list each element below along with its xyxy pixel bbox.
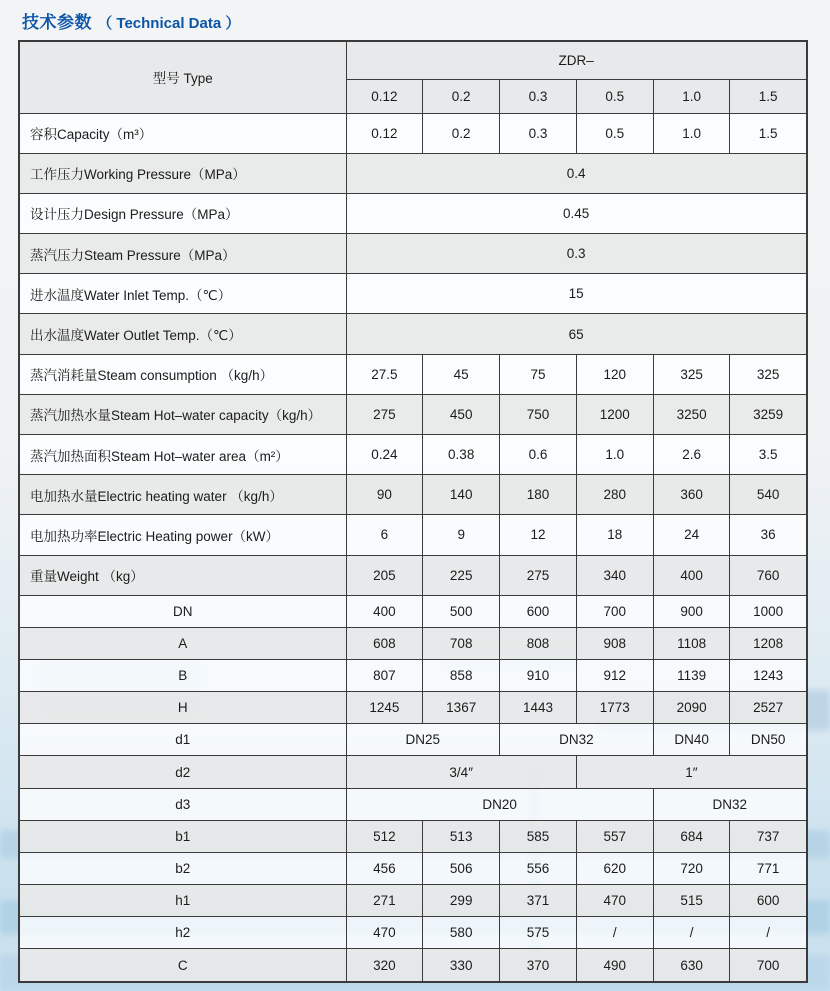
row-label: C [19,949,346,982]
value-cell: 0.12 [346,113,423,153]
value-cell: DN50 [730,724,807,756]
value-cell: 808 [500,627,577,659]
value-cell: 608 [346,627,423,659]
value-cell: 18 [576,515,653,555]
value-cell: 700 [730,949,807,982]
value-cell: 24 [653,515,730,555]
value-cell: 540 [730,475,807,515]
value-cell: 2090 [653,692,730,724]
value-cell: 908 [576,627,653,659]
value-cell: 1.5 [730,113,807,153]
value-cell: 325 [653,354,730,394]
value-cell: 737 [730,820,807,852]
value-cell: 858 [423,660,500,692]
value-cell: 360 [653,475,730,515]
size-column-header: 0.2 [423,79,500,113]
row-label: 设计压力Design Pressure（MPa） [19,193,346,233]
value-cell: 515 [653,885,730,917]
value-cell: 371 [500,885,577,917]
value-cell: 340 [576,555,653,595]
table-row [19,820,807,852]
value-cell: 912 [576,660,653,692]
value-cell: 0.6 [500,435,577,475]
table-row [19,435,807,475]
value-cell: 1139 [653,660,730,692]
value-cell: 400 [653,555,730,595]
table-row [19,724,807,756]
value-cell: 1367 [423,692,500,724]
value-cell: 1200 [576,394,653,434]
value-cell: 470 [346,917,423,949]
value-cell: 1.0 [653,113,730,153]
row-label: 蒸汽加热水量Steam Hot–water capacity（kg/h） [19,394,346,434]
value-cell: 280 [576,475,653,515]
value-cell: 760 [730,555,807,595]
value-cell: 600 [500,595,577,627]
value-cell: 620 [576,852,653,884]
value-cell: 0.45 [346,193,807,233]
table-row [19,193,807,233]
row-label: 蒸汽压力Steam Pressure（MPa） [19,234,346,274]
value-cell: 205 [346,555,423,595]
value-cell: 1243 [730,660,807,692]
value-cell: 271 [346,885,423,917]
value-cell: 0.38 [423,435,500,475]
value-cell: 450 [423,394,500,434]
value-cell: 75 [500,354,577,394]
table-row [19,917,807,949]
value-cell: 0.2 [423,113,500,153]
value-cell: 600 [730,885,807,917]
size-column-header: 0.5 [576,79,653,113]
value-cell: DN32 [500,724,654,756]
value-cell: 2527 [730,692,807,724]
table-row [19,788,807,820]
value-cell: 330 [423,949,500,982]
table-row [19,314,807,354]
value-cell: 36 [730,515,807,555]
table-row [19,595,807,627]
row-label: 电加热功率Electric Heating power（kW） [19,515,346,555]
value-cell: 708 [423,627,500,659]
model-type-header: 型号 Type [19,41,346,113]
table-row [19,949,807,982]
value-cell: 27.5 [346,354,423,394]
row-label: h1 [19,885,346,917]
value-cell: 490 [576,949,653,982]
size-column-header: 0.3 [500,79,577,113]
value-cell: 1443 [500,692,577,724]
row-label: h2 [19,917,346,949]
value-cell: / [576,917,653,949]
table-row [19,113,807,153]
value-cell: 720 [653,852,730,884]
row-label: 进水温度Water Inlet Temp.（℃） [19,274,346,314]
value-cell: 3/4″ [346,756,576,788]
value-cell: 575 [500,917,577,949]
value-cell: 1245 [346,692,423,724]
value-cell: 700 [576,595,653,627]
value-cell: 3250 [653,394,730,434]
row-label: 出水温度Water Outlet Temp.（℃） [19,314,346,354]
value-cell: 556 [500,852,577,884]
table-row [19,515,807,555]
row-label: 电加热水量Electric heating water （kg/h） [19,475,346,515]
value-cell: 910 [500,660,577,692]
value-cell: 900 [653,595,730,627]
table-row [19,852,807,884]
value-cell: 506 [423,852,500,884]
table-row [19,885,807,917]
row-label: 蒸汽消耗量Steam consumption （kg/h） [19,354,346,394]
value-cell: 275 [500,555,577,595]
table-row [19,475,807,515]
series-header: ZDR– [346,41,807,79]
value-cell: 299 [423,885,500,917]
value-cell: 0.3 [500,113,577,153]
row-label: b1 [19,820,346,852]
page-title-en: （ Technical Data ） [97,15,241,32]
value-cell: 12 [500,515,577,555]
table-row [19,555,807,595]
value-cell: 370 [500,949,577,982]
value-cell: 684 [653,820,730,852]
value-cell: 500 [423,595,500,627]
row-label: B [19,660,346,692]
value-cell: 807 [346,660,423,692]
value-cell: 580 [423,917,500,949]
value-cell: 1000 [730,595,807,627]
table-row [19,354,807,394]
value-cell: 1″ [576,756,806,788]
row-label: d2 [19,756,346,788]
row-label: 工作压力Working Pressure（MPa） [19,153,346,193]
table-row [19,692,807,724]
value-cell: 1773 [576,692,653,724]
value-cell: 45 [423,354,500,394]
value-cell: 325 [730,354,807,394]
value-cell: DN25 [346,724,500,756]
value-cell: 120 [576,354,653,394]
table-row [19,627,807,659]
value-cell: DN20 [346,788,653,820]
value-cell: 140 [423,475,500,515]
value-cell: 400 [346,595,423,627]
value-cell: 65 [346,314,807,354]
value-cell: DN40 [653,724,730,756]
value-cell: 90 [346,475,423,515]
row-label: d3 [19,788,346,820]
size-column-header: 1.0 [653,79,730,113]
header-row-series [19,41,807,79]
value-cell: 3.5 [730,435,807,475]
value-cell: 15 [346,274,807,314]
value-cell: 180 [500,475,577,515]
value-cell: 0.4 [346,153,807,193]
value-cell: 275 [346,394,423,434]
value-cell: 512 [346,820,423,852]
table-row [19,756,807,788]
value-cell: 750 [500,394,577,434]
value-cell: 456 [346,852,423,884]
value-cell: 6 [346,515,423,555]
table-row [19,234,807,274]
row-label: b2 [19,852,346,884]
row-label: d1 [19,724,346,756]
value-cell: 1208 [730,627,807,659]
page-title [22,8,240,33]
row-label: H [19,692,346,724]
value-cell: 2.6 [653,435,730,475]
page-title-zh: 技术参数 [22,13,92,32]
row-label: DN [19,595,346,627]
table-row [19,660,807,692]
value-cell: 0.24 [346,435,423,475]
row-label: A [19,627,346,659]
value-cell: 1108 [653,627,730,659]
value-cell: 557 [576,820,653,852]
table-row [19,394,807,434]
value-cell: 585 [500,820,577,852]
row-label: 重量Weight （kg） [19,555,346,595]
value-cell: 0.5 [576,113,653,153]
value-cell: 470 [576,885,653,917]
value-cell: 9 [423,515,500,555]
value-cell: 630 [653,949,730,982]
value-cell: DN32 [653,788,807,820]
row-label: 容积Capacity（m³） [19,113,346,153]
value-cell: 225 [423,555,500,595]
value-cell: 513 [423,820,500,852]
value-cell: 771 [730,852,807,884]
value-cell: 1.0 [576,435,653,475]
technical-data-table [18,40,808,983]
size-column-header: 1.5 [730,79,807,113]
row-label: 蒸汽加热面积Steam Hot–water area（m²） [19,435,346,475]
value-cell: 320 [346,949,423,982]
size-column-header: 0.12 [346,79,423,113]
value-cell: / [653,917,730,949]
value-cell: 0.3 [346,234,807,274]
table-row [19,274,807,314]
value-cell: 3259 [730,394,807,434]
table-row [19,153,807,193]
value-cell: / [730,917,807,949]
